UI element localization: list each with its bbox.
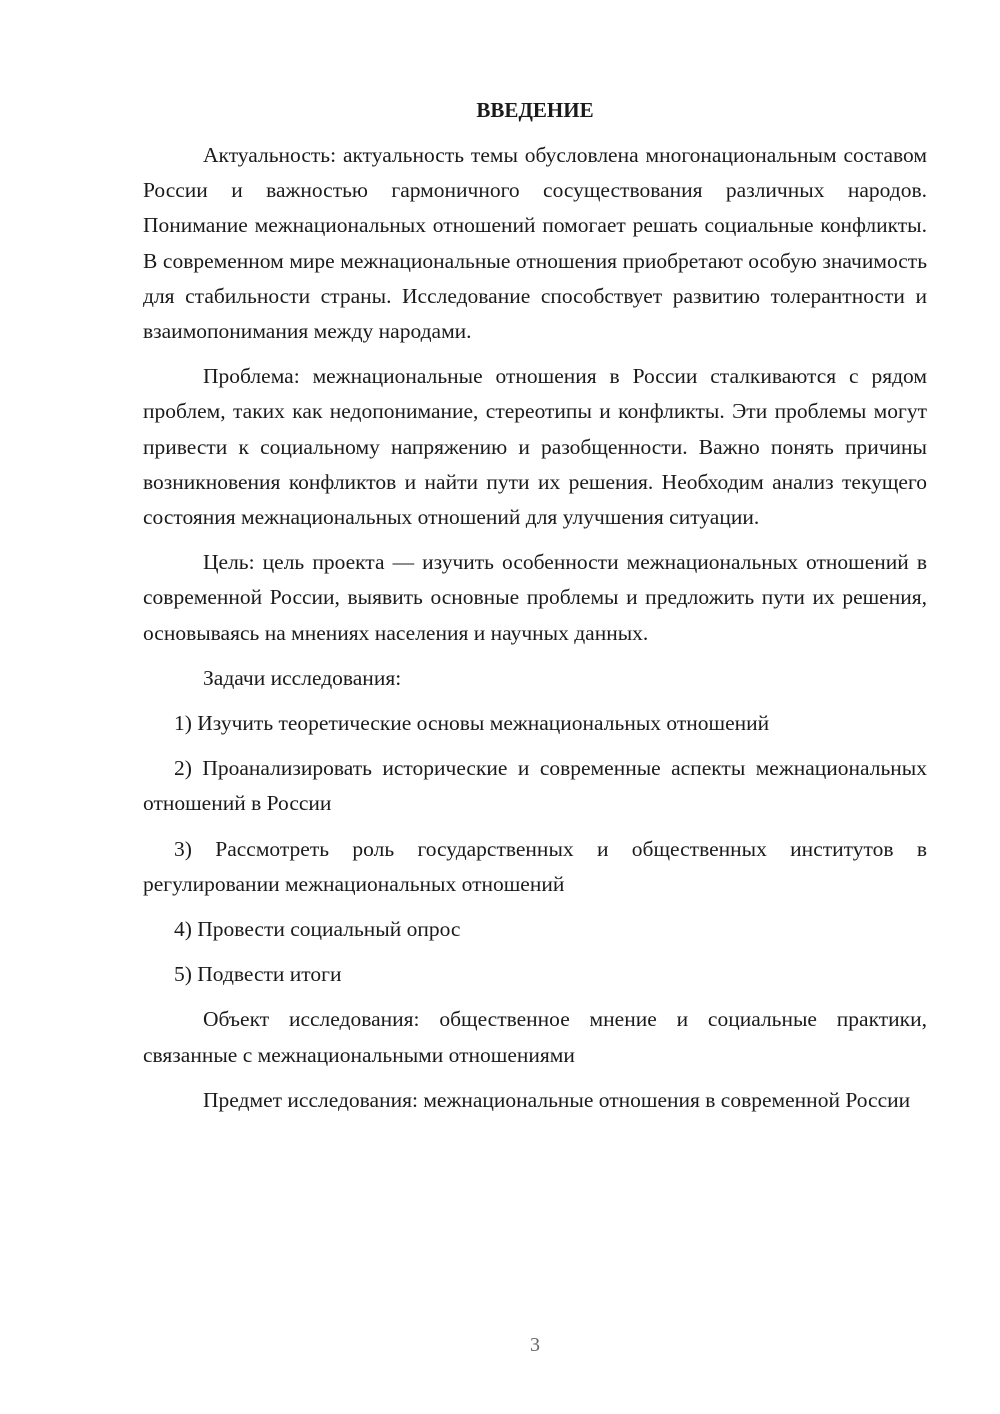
page-content xyxy=(143,93,927,1118)
task-item-5: 5) Подвести итоги xyxy=(174,962,342,987)
task-item-2: 2) Проанализировать исторические и современные аспекты межнациональных отношений в России xyxy=(143,756,927,816)
task-item-4: 4) Провести социальный опрос xyxy=(174,917,461,942)
object-paragraph: Объект исследования: общественное мнение и социальные практики, связанные с межнациональными отношениями xyxy=(143,1007,927,1067)
page-number: 3 xyxy=(530,1334,540,1356)
task-item-1: 1) Изучить теоретические основы межнациональных отношений xyxy=(174,711,770,736)
goal-paragraph: Цель: цель проекта — изучить особенности межнациональных отношений в современной России, выявить основные проблемы и предложить пути их решения, основываясь на мнениях населения и научных данных. xyxy=(143,550,927,645)
section-heading: ВВЕДЕНИЕ xyxy=(476,98,594,122)
subject-paragraph: Предмет исследования: межнациональные отношения в современной России xyxy=(203,1087,911,1112)
problem-paragraph: Проблема: межнациональные отношения в России сталкиваются с рядом проблем, таких как недопонимание, стереотипы и конфликты. Эти проблемы могут привести к социальному напряжению и разобщенности. Важно понять причины возникновения конфликтов и найти пути их решения. Необходим анализ текущего состояния межнациональных отношений для улучшения ситуации. xyxy=(143,364,927,530)
task-item-3: 3) Рассмотреть роль государственных и общественных институтов в регулировании межнациональных отношений xyxy=(143,836,927,896)
tasks-title: Задачи исследования: xyxy=(203,665,402,690)
relevance-paragraph: Актуальность: актуальность темы обусловлена многонациональным составом России и важностью гармоничного сосуществования различных народов. Понимание межнациональных отношений помогает решать социальные конфликты. В современном мире межнациональные отношения приобретают особую значимость для стабильности страны. Исследование способствует развитию толерантности и взаимопонимания между народами. xyxy=(143,143,927,344)
